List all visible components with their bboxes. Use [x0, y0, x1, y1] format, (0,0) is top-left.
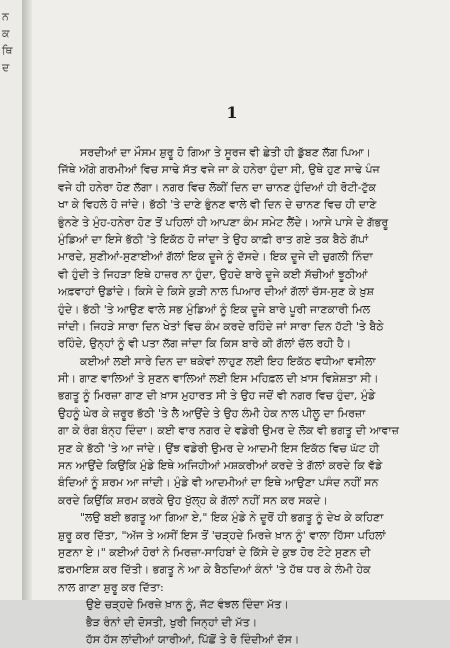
text-line: ਵਜੇ ਹੀ ਹਨੇਰਾ ਹੋਣ ਲੱਗਾ। ਨਗਰ ਵਿਚ ਲੋਕੀਂ ਦਿਨ ਦਾ ਚਾਨਣ ਹੁੰਦਿਆਂ ਹੀ ਰੋਟੀ-ਟੁੱਕ: [58, 180, 377, 194]
text-line: "ਲਉ ਬਈ ਭਗਤੂ ਆ ਗਿਆ ਏ," ਇਕ ਮੁੰਡੇ ਨੇ ਦੂਰੋਂ ਹੀ ਭਗਤੂ ਨੂੰ ਦੇਖ ਕੇ ਕਹਿਣਾ: [80, 511, 384, 525]
left-page-fragment: ਥਿ: [2, 44, 13, 57]
left-page-fragment: ਕ: [2, 27, 10, 40]
text-line: ਸੁਣ ਕੇ ਭੱਠੀ 'ਤੇ ਆ ਜਾਂਦੇ। ਉਂਝ ਵਡੇਰੀ ਉਮਰ ਦੇ ਆਦਮੀ ਇਸ ਇਕੱਠ ਵਿਚ ਘੱਟ ਹੀ: [58, 441, 380, 455]
text-line: ਰਹਿੰਦੇ, ਉਨ੍ਹਾਂ ਨੂੰ ਵੀ ਪਤਾ ਲੱਗ ਜਾਂਦਾ ਕਿ ਕਿਸ ਬਾਰੇ ਕੀ ਗੱਲਾਂ ਚੱਲ ਰਹੀ ਹੈ।: [58, 337, 352, 351]
text-line: ਸਰਦੀਆਂ ਦਾ ਮੌਸਮ ਸ਼ੁਰੂ ਹੋ ਗਿਆ ਤੇ ਸੂਰਜ ਵੀ ਛੇਤੀ ਹੀ ਡੁੱਬਣ ਲੱਗ ਪਿਆ।: [80, 146, 371, 159]
chapter-body-text: [58, 144, 428, 648]
text-line: ਮੁੰਡਿਆਂ ਦਾ ਇਸੇ ਭੱਠੀ 'ਤੇ ਇਕੱਠ ਹੋ ਜਾਂਦਾ ਤੇ ਉਹ ਕਾਫ਼ੀ ਰਾਤ ਗਏ ਤਕ ਬੈਠੇ ਗੱਪਾਂ: [58, 232, 369, 246]
text-line: ਭਗਤੂ ਨੂੰ ਮਿਰਜ਼ਾ ਗਾਣ ਦੀ ਖ਼ਾਸ ਮੁਹਾਰਤ ਸੀ ਤੇ ਉਹ ਜਦੋਂ ਵੀ ਨਗਰ ਵਿਚ ਹੁੰਦਾ, ਮੁੰਡੇ: [58, 389, 376, 403]
left-page-fragment: ਨ: [2, 10, 9, 23]
verse-line: ਭੈੜ ਰੰਨਾਂ ਦੀ ਦੋਸਤੀ, ਖੁਰੀ ਜਿਨ੍ਹਾਂ ਦੀ ਮੱਤ।: [86, 615, 258, 629]
text-line: ਗਾ ਕੇ ਰੰਗ ਬੰਨ੍ਹ ਦਿੰਦਾ। ਕਈ ਵਾਰ ਨਗਰ ਦੇ ਵਡੇਰੀ ਉਮਰ ਦੇ ਲੋਕ ਵੀ ਭਗਤੂ ਦੀ ਆਵਾਜ਼: [58, 424, 399, 438]
text-line: ਭੁੰਨਣੇ ਤੇ ਮੁੰਹ-ਹਨੇਰਾ ਹੋਣ ਤੋਂ ਪਹਿਲਾਂ ਹੀ ਆਪਣਾ ਕੰਮ ਸਮੇਟ ਲੈਂਦੇ। ਆਸੇ ਪਾਸੇ ਦੇ ਗੱਭਰੂ: [58, 215, 389, 229]
left-page-fragment: ਦ: [2, 61, 10, 74]
verse-line: ਉਏ ਚੜ੍ਹਦੇ ਮਿਰਜ਼ੇ ਖ਼ਾਨ ਨੂੰ, ਜੱਟ ਵੰਝਲ ਦਿੰਦਾ ਮੱਤ।: [86, 598, 289, 612]
text-line: ਫ਼ਰਮਾਇਸ਼ ਕਰ ਦਿੱਤੀ। ਭਗਤੂ ਨੇ ਆ ਕੇ ਬੈਠਦਿਆਂ ਕੰਨਾਂ 'ਤੇ ਹੱਥ ਧਰ ਕੇ ਲੰਮੀ ਹੇਕ: [58, 563, 371, 577]
text-line: ਕਰਦੇ ਕਿਉਂਕਿ ਸ਼ਰਮ ਕਰਕੇ ਉਹ ਖੁੱਲ੍ਹ ਕੇ ਗੱਲਾਂ ਨਹੀਂ ਸਨ ਕਰ ਸਕਦੇ।: [58, 493, 328, 507]
text-line: ਨਾਲ ਗਾਣਾ ਸ਼ੁਰੂ ਕਰ ਦਿੱਤਾ:: [58, 580, 164, 594]
text-line: ਵੀ ਹੁੰਦੀ ਤੇ ਜਿਹੜਾ ਇਥੇ ਹਾਜ਼ਰ ਨਾ ਹੁੰਦਾ, ਉਹਦੇ ਬਾਰੇ ਦੂਜੇ ਕਈ ਸੱਚੀਆਂ ਝੂਠੀਆਂ: [58, 267, 368, 281]
text-line: ਸਨ ਆਉਂਦੇ ਕਿਉਂਕਿ ਮੁੰਡੇ ਇਥੇ ਅਜਿਹੀਆਂ ਮਸ਼ਕਰੀਆਂ ਕਰਦੇ ਤੇ ਗੱਲਾਂ ਕਰਦੇ ਕਿ ਵੱਡੇ: [58, 459, 383, 473]
book-page: [32, 0, 450, 646]
text-line: ਜਾਂਦੀ। ਜਿਹੜੇ ਸਾਰਾ ਦਿਨ ਖੇਤਾਂ ਵਿਚ ਕੰਮ ਕਰਦੇ ਰਹਿੰਦੇ ਜਾਂ ਸਾਰਾ ਦਿਨ ਹੱਟੀ 'ਤੇ ਬੈਠੇ: [58, 319, 384, 333]
text-line: ਖਾ ਕੇ ਵਿਹਲੇ ਹੋ ਜਾਂਦੇ। ਭੱਠੀ 'ਤੇ ਦਾਣੇ ਭੁੰਨਣ ਵਾਲੇ ਵੀ ਦਿਨ ਦੇ ਚਾਨਣ ਵਿਚ ਹੀ ਦਾਣੇ: [58, 198, 377, 212]
text-line: ਅਫ਼ਵਾਹਾਂ ਉਡਾਂਦੇ। ਕਿਸੇ ਦੇ ਕਿਸੇ ਕੁੜੀ ਨਾਲ ਪਿਆਰ ਦੀਆਂ ਗੱਲਾਂ ਚੱਸ-ਸੁਣ ਕੇ ਖ਼ੁਸ਼: [58, 285, 374, 299]
text-line: ਸੀ। ਗਾਣ ਵਾਲਿਆਂ ਤੇ ਸੁਣਨ ਵਾਲਿਆਂ ਲਈ ਇਸ ਮਹਿਫ਼ਲ ਦੀ ਖ਼ਾਸ ਵਿਸ਼ੇਸ਼ਤਾ ਸੀ।: [58, 372, 379, 386]
chapter-number: 1: [226, 103, 238, 122]
text-line: ਜਿੱਥੇ ਅੱਗੇ ਗਰਮੀਆਂ ਵਿਚ ਸਾਢੇ ਸੱਤ ਵਜੇ ਜਾ ਕੇ ਹਨੇਰਾ ਹੁੰਦਾ ਸੀ, ਉਥੇ ਹੁਣ ਸਾਢੇ ਪੰਜ: [58, 163, 380, 177]
left-page-edge: [0, 0, 23, 600]
text-line: ਮਾਰਦੇ, ਸੁਣੀਆਂ-ਸੁਣਾਈਆਂ ਗੱਲਾਂ ਇਕ ਦੂਜੇ ਨੂੰ ਦੱਸਦੇ। ਇਕ ਦੂਜੇ ਦੀ ਚੁਗਲੀ ਨਿੰਦਾ: [58, 250, 373, 264]
text-line: ਹੁੰਦੇ। ਭੱਠੀ 'ਤੇ ਆਉਣ ਵਾਲੇ ਸਭ ਮੁੰਡਿਆਂ ਨੂੰ ਇਕ ਦੂਜੇ ਬਾਰੇ ਪੂਰੀ ਜਾਣਕਾਰੀ ਮਿਲ: [58, 302, 371, 316]
text-line: ਬੰਦਿਆਂ ਨੂੰ ਸ਼ਰਮ ਆ ਜਾਂਦੀ। ਮੁੰਡੇ ਵੀ ਆਦਮੀਆਂ ਦਾ ਇਥੇ ਆਉਣਾ ਪਸੰਦ ਨਹੀਂ ਸਨ: [58, 476, 379, 490]
book-gutter: [22, 0, 32, 600]
text-line: ਸ਼ੁਰੂ ਕਰ ਦਿੱਤਾ, "ਅੱਜ ਤੇ ਅਸੀਂ ਇਸ ਤੋਂ 'ਚੜ੍ਹਦੇ ਮਿਰਜ਼ੇ ਖ਼ਾਨ ਨੂੰ' ਵਾਲਾ ਹਿੱਸਾ ਪਹਿਲਾਂ: [58, 528, 386, 542]
text-line: ਉਹਨੂੰ ਘੇਰ ਕੇ ਜ਼ਰੂਰ ਭੱਠੀ 'ਤੇ ਲੈ ਆਉਂਦੇ ਤੇ ਉਹ ਲੰਮੀ ਹੇਕ ਨਾਲ ਪੀਲੂ ਦਾ ਮਿਰਜ਼ਾ: [58, 406, 366, 420]
text-line: ਸੁਣਨਾ ਏ।" ਕਈਆਂ ਹੋਰਾਂ ਨੇ ਮਿਰਜ਼ਾ-ਸਾਹਿਬਾਂ ਦੇ ਕਿੱਸੇ ਦੇ ਕੁਝ ਹੋਰ ਟੋਟੇ ਸੁਣਨ ਦੀ: [58, 545, 371, 559]
verse-line: ਹੱਸ ਹੱਸ ਲਾਂਦੀਆਂ ਯਾਰੀਆਂ, ਪਿੱਛੋਂ ਤੇ ਰੋ ਦਿੰਦੀਆਂ ਦੱਸ।: [86, 632, 300, 646]
text-line: ਕਈਆਂ ਲਈ ਸਾਰੇ ਦਿਨ ਦਾ ਥਕੇਵਾਂ ਲਾਹੁਣ ਲਈ ਇਹ ਇਕੱਠ ਵਧੀਆ ਵਸੀਲਾ: [80, 354, 376, 368]
